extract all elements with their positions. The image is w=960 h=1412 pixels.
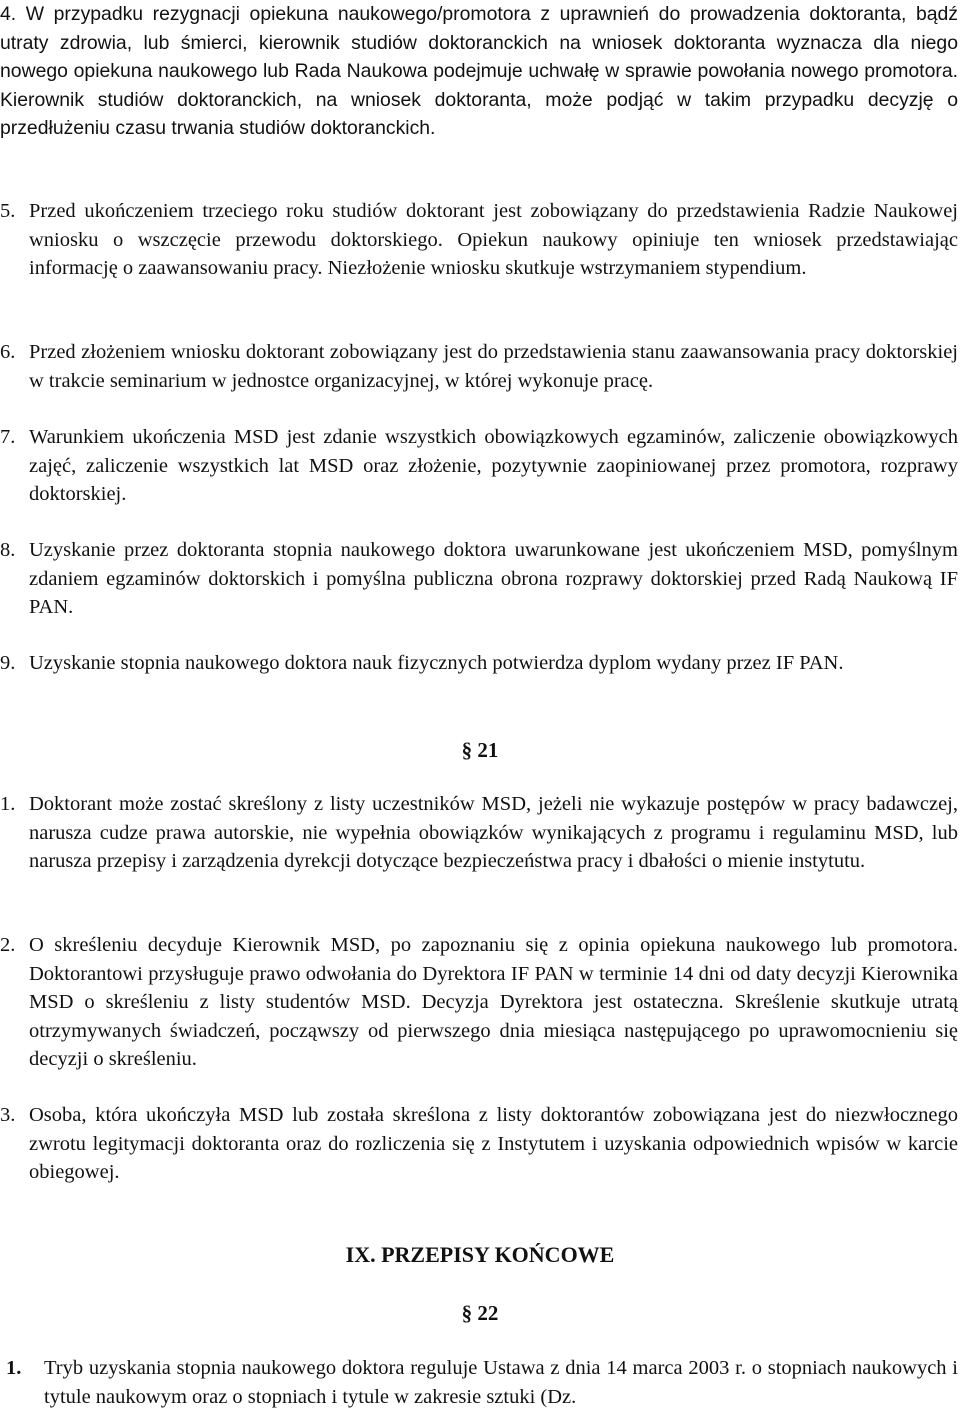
section-22-item-1: [0, 1354, 958, 1411]
paragraph-text: W przypadku rezygnacji opiekuna naukowego/promotora z uprawnień do prowadzenia doktoranta, bądź utraty zdrowia, lub śmierci, kierownik studiów doktoranckich na wniosek doktoranta wyznacza dla niego nowego opiekuna naukowego lub Rada Naukowa podejmuje uchwałę w sprawie powołania nowego promotora. Kierownik studiów doktoranckich, na wniosek doktoranta, może podjąć w takim przypadku decyzję o przedłużeniu czasu trwania studiów doktoranckich.: [0, 3, 958, 140]
item-text: Osoba, która ukończyła MSD lub została skreślona z listy doktorantów zobowiązana jest do niezwłocznego zwrotu legitymacji doktoranta oraz do rozliczenia się z Instytutem i uzyskania odpowiednich wpisów w karcie obiegowej.: [29, 1104, 958, 1184]
section-21-item-2: [0, 931, 958, 1074]
paragraph-text: Przed złożeniem wniosku doktorant zobowiązany jest do przedstawienia stanu zaawansowania pracy doktorskiej w trakcie seminarium w jednostce organizacyjnej, w której wykonuje pracę.: [29, 341, 958, 392]
item-text: O skreśleniu decyduje Kierownik MSD, po zapoznaniu się z opinia opiekuna naukowego lub promotora. Doktorantowi przysługuje prawo odwołania do Dyrektora IF PAN w terminie 14 dni od daty decyzji Kierownika MSD o skreśleniu z listy studentów MSD. Decyzja Dyrektora jest ostateczna. Skreślenie skutkuje utratą otrzymywanych świadczeń, począwszy od pierwszego dnia miesiąca następującego po uprawomocnieniu się decyzji o skreśleniu.: [29, 934, 958, 1071]
chapter-heading: IX. PRZEPISY KOŃCOWE: [345, 1242, 615, 1267]
paragraph-text: Przed ukończeniem trzeciego roku studiów doktorant jest zobowiązany do przedstawienia Radzie Naukowej wniosku o wszczęcie przewodu doktorskiego. Opiekun naukowy opiniuje ten wniosek przedstawiając informację o zaawansowaniu pracy. Niezłożenie wniosku skutkuje wstrzymaniem stypendium.: [29, 200, 958, 280]
item-number: 1.: [0, 793, 16, 815]
item-number: 2.: [0, 934, 16, 956]
paragraph-6: [0, 338, 958, 395]
item-text: Tryb uzyskania stopnia naukowego doktora reguluje Ustawa z dnia 14 marca 2003 r. o stopniach naukowych i tytule naukowym oraz o stopniach i tytule w zakresie sztuki (Dz.: [44, 1357, 958, 1408]
paragraph-number: 6.: [0, 341, 16, 363]
section-21-heading: § 21: [461, 738, 499, 762]
paragraph-9: [0, 649, 958, 678]
paragraph-number: 7.: [0, 426, 16, 448]
paragraph-number: 8.: [0, 539, 16, 561]
paragraph-text: Warunkiem ukończenia MSD jest zdanie wszystkich obowiązkowych egzaminów, zaliczenie obowiązkowych zajęć, zaliczenie wszystkich lat MSD oraz złożenie, pozytywnie zaopiniowanej przez promotora, rozprawy doktorskiej.: [29, 426, 958, 506]
section-22-heading: § 22: [461, 1301, 499, 1325]
paragraph-8: [0, 536, 958, 622]
item-number: 1.: [6, 1357, 22, 1379]
paragraph-4: [0, 0, 958, 143]
paragraph-text: Uzyskanie przez doktoranta stopnia naukowego doktora uwarunkowane jest ukończeniem MSD, pomyślnym zdaniem egzaminów doktorskich i pomyślna publiczna obrona rozprawy doktorskiej przed Radą Naukową IF PAN.: [29, 539, 958, 619]
item-text: Doktorant może zostać skreślony z listy uczestników MSD, jeżeli nie wykazuje postępów w pracy badawczej, narusza cudze prawa autorskie, nie wypełnia obowiązków wynikających z programu i regulaminu MSD, lub narusza przepisy i zarządzenia dyrekcji dotyczące bezpieczeństwa pracy i dbałości o mienie instytutu.: [29, 793, 958, 873]
paragraph-5: [0, 197, 958, 283]
section-21-item-1: [0, 790, 958, 876]
paragraph-7: [0, 423, 958, 509]
section-21-item-3: [0, 1101, 958, 1187]
paragraph-number: 4.: [0, 3, 17, 25]
paragraph-text: Uzyskanie stopnia naukowego doktora nauk fizycznych potwierdza dyplom wydany przez IF PAN.: [29, 652, 844, 674]
item-number: 3.: [0, 1104, 16, 1126]
paragraph-number: 5.: [0, 200, 16, 222]
paragraph-number: 9.: [0, 652, 16, 674]
